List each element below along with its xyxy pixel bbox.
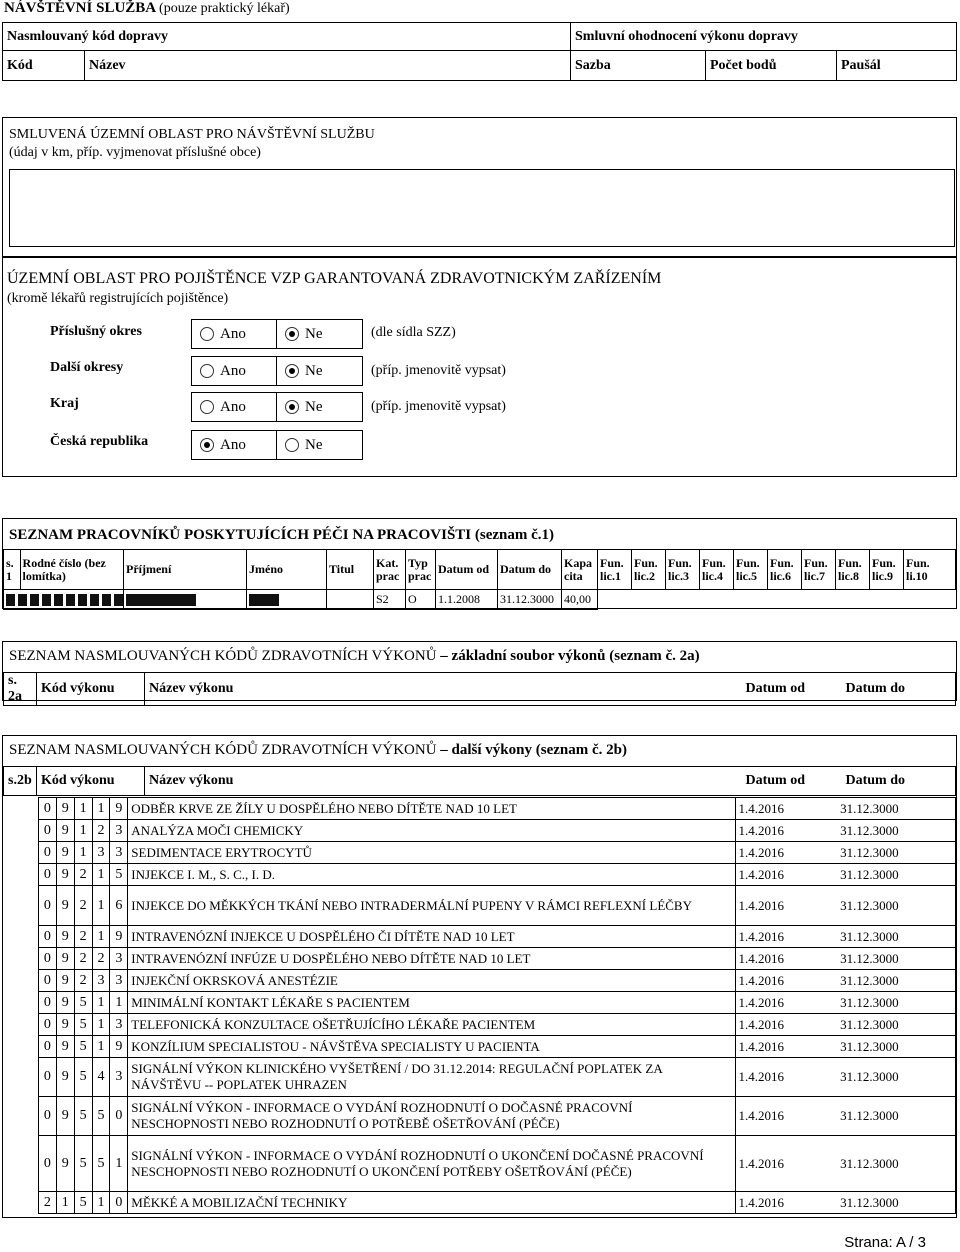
seznam-2b-title-main: SEZNAM NASMLOUVANÝCH KÓDŮ ZDRAVOTNÍCH VÝKONŮ — [9, 742, 437, 758]
title-text: NÁVŠTĚVNÍ SLUŽBA — [4, 0, 156, 16]
seznam-2b-rows — [38, 797, 956, 1214]
kod-digit: 2 — [74, 926, 92, 948]
col-kod-vykonu: Kód výkonu — [37, 673, 145, 706]
radio-option-ano[interactable] — [191, 319, 277, 349]
kod-digit: 1 — [92, 1192, 110, 1214]
seznam-2a-section — [2, 641, 957, 704]
vykon-nazev: SIGNÁLNÍ VÝKON - INFORMACE O VYDÁNÍ ROZHODNUTÍ O UKONČENÍ DOČASNÉ PRACOVNÍ NESCHOPNOSTI NEBO ROZHODNUTÍ O UKONČENÍ POTŘEBY OŠETŘOVÁNÍ (PÉČE) — [128, 1136, 735, 1192]
kod-digit: 1 — [92, 1036, 110, 1058]
radio-group-dalsi-okresy — [191, 356, 363, 386]
kod-digit: 9 — [56, 970, 74, 992]
kod-digit: 0 — [39, 1014, 57, 1036]
radio-option-ne[interactable] — [277, 430, 363, 460]
uzemni-oblast-subtitle: (kromě lékařů registrujících pojištěnce) — [7, 291, 229, 306]
col-fun-lic: Fun. lic.4 — [700, 550, 734, 590]
vykon-datum-od: 1.4.2016 — [735, 798, 837, 820]
col-kod: Kód — [3, 51, 85, 81]
vykon-datum-od: 1.4.2016 — [735, 992, 837, 1014]
kod-digit: 2 — [74, 886, 92, 926]
table-row — [4, 590, 956, 610]
redacted-rodne-cislo — [4, 590, 124, 610]
table-row — [39, 1036, 956, 1058]
radio-option-ano[interactable] — [191, 356, 277, 386]
kod-digit: 5 — [74, 1192, 92, 1214]
radio-unchecked-icon — [200, 364, 214, 378]
vykon-nazev: MINIMÁLNÍ KONTAKT LÉKAŘE S PACIENTEM — [128, 992, 735, 1014]
col-datum-do: Datum do — [842, 767, 956, 796]
smluvena-oblast-line2: (údaj v km, příp. vyjmenovat příslušné obce) — [9, 145, 261, 160]
radio-unchecked-icon — [200, 327, 214, 341]
vykon-datum-od: 1.4.2016 — [735, 1036, 837, 1058]
doprava-right-title: Smluvní ohodnocení výkonu dopravy — [571, 23, 957, 51]
kod-digit: 9 — [110, 798, 128, 820]
col-nazev-vykonu: Název výkonu — [145, 673, 742, 706]
row-note: (příp. jmenovitě vypsat) — [371, 399, 506, 414]
seznam-2a-title-main: SEZNAM NASMLOUVANÝCH KÓDŮ ZDRAVOTNÍCH VÝKONŮ — [9, 648, 437, 664]
kod-digit: 5 — [74, 1036, 92, 1058]
kod-digit: 9 — [56, 1014, 74, 1036]
col-fun-lic: Fun. lic.2 — [632, 550, 666, 590]
kod-digit: 9 — [56, 926, 74, 948]
row-label-prislusny-okres: Příslušný okres — [50, 324, 142, 339]
col-fun-lic: Fun. lic.8 — [836, 550, 870, 590]
col-kod-vykonu: Kód výkonu — [37, 767, 145, 796]
cell-od: 1.1.2008 — [436, 590, 498, 610]
kod-digit: 9 — [56, 948, 74, 970]
vykon-nazev: SEDIMENTACE ERYTROCYTŮ — [128, 842, 735, 864]
vykon-datum-do: 31.12.3000 — [837, 842, 955, 864]
kod-digit: 0 — [39, 970, 57, 992]
table-row — [39, 1097, 956, 1136]
page-number: Strana: A / 3 — [844, 1234, 926, 1251]
vykon-datum-od: 1.4.2016 — [735, 820, 837, 842]
cell-typ: O — [406, 590, 436, 610]
row-note: (příp. jmenovitě vypsat) — [371, 363, 506, 378]
table-row — [39, 948, 956, 970]
kod-digit: 9 — [56, 798, 74, 820]
col-fun-lic: Fun. lic.7 — [802, 550, 836, 590]
radio-unchecked-icon — [285, 438, 299, 452]
table-row — [39, 1192, 956, 1214]
kod-digit: 5 — [110, 864, 128, 886]
kod-digit: 1 — [74, 798, 92, 820]
vykon-datum-do: 31.12.3000 — [837, 1014, 955, 1036]
kod-digit: 1 — [110, 1136, 128, 1192]
kod-digit: 0 — [39, 1058, 57, 1097]
table-row — [39, 820, 956, 842]
kod-digit: 0 — [110, 1097, 128, 1136]
kod-digit: 9 — [56, 864, 74, 886]
vykon-nazev: MĚKKÉ A MOBILIZAČNÍ TECHNIKY — [128, 1192, 735, 1214]
col-datum-do: Datum do — [498, 550, 562, 590]
cell-empty — [598, 590, 956, 610]
vykon-datum-od: 1.4.2016 — [735, 926, 837, 948]
kod-digit: 3 — [92, 970, 110, 992]
kod-digit: 0 — [39, 798, 57, 820]
seznam-2a-title — [9, 648, 700, 665]
col-typ-prac: Typ prac — [406, 550, 436, 590]
vykon-datum-do: 31.12.3000 — [837, 1097, 955, 1136]
cell-kapacita: 40,00 — [562, 590, 598, 610]
kod-digit: 2 — [92, 948, 110, 970]
cell-titul — [327, 590, 374, 610]
kod-digit: 4 — [92, 1058, 110, 1097]
kod-digit: 3 — [110, 948, 128, 970]
table-row — [39, 864, 956, 886]
col-kat-prac: Kat. prac — [374, 550, 406, 590]
table-row — [39, 992, 956, 1014]
vykon-datum-od: 1.4.2016 — [735, 1097, 837, 1136]
kod-digit: 1 — [92, 926, 110, 948]
col-prijmeni: Příjmení — [124, 550, 247, 590]
title-subtitle: (pouze praktický lékař) — [159, 1, 290, 16]
kod-digit: 1 — [110, 992, 128, 1014]
radio-label: Ne — [305, 436, 323, 453]
col-fun-lic: Fun. lic.1 — [598, 550, 632, 590]
table-row — [39, 886, 956, 926]
seznam-2b-title — [9, 742, 627, 759]
col-titul: Titul — [327, 550, 374, 590]
col-kapacita: Kapa cita — [562, 550, 598, 590]
vykon-datum-do: 31.12.3000 — [837, 1136, 955, 1192]
kod-digit: 1 — [92, 1014, 110, 1036]
vykon-nazev: INJEKČNÍ OKRSKOVÁ ANESTÉZIE — [128, 970, 735, 992]
cell-kat: S2 — [374, 590, 406, 610]
pracovnici-title: SEZNAM PRACOVNÍKŮ POSKYTUJÍCÍCH PÉČI NA PRACOVIŠTI (seznam č.1) — [9, 527, 555, 543]
pracovnici-table — [3, 549, 956, 610]
kod-digit: 9 — [56, 1136, 74, 1192]
kod-digit: 0 — [39, 886, 57, 926]
vykon-datum-od: 1.4.2016 — [735, 1014, 837, 1036]
uzemni-oblast-section — [2, 257, 957, 477]
kod-digit: 5 — [74, 1014, 92, 1036]
kod-digit: 3 — [92, 842, 110, 864]
kod-digit: 5 — [92, 1097, 110, 1136]
col-fun-lic: Fun. lic.3 — [666, 550, 700, 590]
table-row — [39, 970, 956, 992]
kod-digit: 1 — [74, 842, 92, 864]
radio-option-ne[interactable] — [277, 319, 363, 349]
kod-digit: 9 — [56, 1036, 74, 1058]
radio-checked-icon — [200, 438, 214, 452]
vykon-datum-do: 31.12.3000 — [837, 820, 955, 842]
radio-label: Ano — [220, 398, 246, 415]
radio-unchecked-icon — [200, 400, 214, 414]
col-fun-lic: Fun. lic.5 — [734, 550, 768, 590]
seznam-2a-header — [3, 672, 956, 706]
col-nazev: Název — [85, 51, 571, 81]
vykon-datum-od: 1.4.2016 — [735, 970, 837, 992]
col-pausal: Paušál — [837, 51, 957, 81]
radio-label: Ne — [305, 325, 323, 342]
vykon-datum-od: 1.4.2016 — [735, 886, 837, 926]
vykon-nazev: INJEKCE DO MĚKKÝCH TKÁNÍ NEBO INTRADERMÁLNÍ PUPENY V RÁMCI REFLEXNÍ LÉČBY — [128, 886, 735, 926]
vykon-datum-do: 31.12.3000 — [837, 1058, 955, 1097]
kod-digit: 5 — [74, 1097, 92, 1136]
pracovnici-section — [2, 518, 957, 609]
table-row — [39, 1058, 956, 1097]
kod-digit: 0 — [39, 820, 57, 842]
kod-digit: 9 — [56, 842, 74, 864]
vykon-datum-od: 1.4.2016 — [735, 1136, 837, 1192]
radio-option-ano[interactable] — [191, 392, 277, 422]
kod-digit: 9 — [56, 820, 74, 842]
vykon-nazev: INJEKCE I. M., S. C., I. D. — [128, 864, 735, 886]
radio-label: Ano — [220, 325, 246, 342]
kod-digit: 2 — [39, 1192, 57, 1214]
kod-digit: 1 — [74, 820, 92, 842]
vykon-nazev: ODBĚR KRVE ZE ŽÍLY U DOSPĚLÉHO NEBO DÍTĚTE NAD 10 LET — [128, 798, 735, 820]
page-title — [4, 0, 290, 17]
vykon-datum-od: 1.4.2016 — [735, 1192, 837, 1214]
kod-digit: 2 — [74, 970, 92, 992]
kod-digit: 9 — [56, 886, 74, 926]
radio-label: Ne — [305, 398, 323, 415]
kod-digit: 3 — [110, 970, 128, 992]
kod-digit: 1 — [92, 886, 110, 926]
kod-digit: 9 — [110, 1036, 128, 1058]
vykon-datum-do: 31.12.3000 — [837, 970, 955, 992]
vykon-datum-od: 1.4.2016 — [735, 864, 837, 886]
kod-digit: 6 — [110, 886, 128, 926]
kod-digit: 0 — [39, 992, 57, 1014]
radio-checked-icon — [285, 400, 299, 414]
redacted-prijmeni — [124, 590, 247, 610]
table-row — [39, 1014, 956, 1036]
col-fun-lic: Fun. lic.9 — [870, 550, 904, 590]
vykon-datum-od: 1.4.2016 — [735, 1058, 837, 1097]
radio-group-ceska-republika — [191, 430, 363, 460]
table-row — [39, 1136, 956, 1192]
radio-option-ne[interactable] — [277, 392, 363, 422]
kod-digit: 2 — [92, 820, 110, 842]
smluvena-oblast-label — [9, 126, 375, 162]
kod-digit: 5 — [74, 992, 92, 1014]
kod-digit: 1 — [92, 992, 110, 1014]
kod-digit: 3 — [110, 1014, 128, 1036]
radio-option-ano[interactable] — [191, 430, 277, 460]
col-datum-do: Datum do — [842, 673, 956, 706]
radio-label: Ano — [220, 362, 246, 379]
vykon-nazev: ANALÝZA MOČI CHEMICKY — [128, 820, 735, 842]
vykon-datum-do: 31.12.3000 — [837, 926, 955, 948]
radio-option-ne[interactable] — [277, 356, 363, 386]
vykon-datum-do: 31.12.3000 — [837, 798, 955, 820]
col-fun-lic: Fun. lic.6 — [768, 550, 802, 590]
kod-digit: 0 — [39, 842, 57, 864]
kod-digit: 9 — [110, 926, 128, 948]
uzemni-oblast-title: ÚZEMNÍ OBLAST PRO POJIŠTĚNCE VZP GARANTOVANÁ ZDRAVOTNICKÝM ZAŘÍZENÍM — [7, 270, 662, 287]
vykon-datum-do: 31.12.3000 — [837, 1036, 955, 1058]
radio-checked-icon — [285, 364, 299, 378]
kod-digit: 3 — [110, 1058, 128, 1097]
kod-digit: 0 — [39, 864, 57, 886]
row-label-kraj: Kraj — [50, 396, 79, 411]
kod-digit: 0 — [110, 1192, 128, 1214]
kod-digit: 3 — [110, 842, 128, 864]
kod-digit: 1 — [92, 864, 110, 886]
col-datum-od: Datum od — [436, 550, 498, 590]
kod-digit: 9 — [56, 1058, 74, 1097]
kod-digit: 5 — [74, 1058, 92, 1097]
seznam-2b-header — [3, 766, 956, 796]
col-pocet-bodu: Počet bodů — [706, 51, 837, 81]
kod-digit: 0 — [39, 1036, 57, 1058]
kod-digit: 3 — [110, 820, 128, 842]
vykon-nazev: TELEFONICKÁ KONZULTACE OŠETŘUJÍCÍHO LÉKAŘE PACIENTEM — [128, 1014, 735, 1036]
doprava-table — [2, 22, 957, 81]
col-fun-lic: Fun. li.10 — [904, 550, 956, 590]
col-s2a: s. 2a — [4, 673, 37, 706]
kod-digit: 9 — [56, 992, 74, 1014]
kod-digit: 0 — [39, 948, 57, 970]
table-row — [39, 926, 956, 948]
col-nazev-vykonu: Název výkonu — [145, 767, 742, 796]
kod-digit: 5 — [92, 1136, 110, 1192]
kod-digit: 2 — [74, 948, 92, 970]
kod-digit: 0 — [39, 1136, 57, 1192]
col-rodne-cislo: Rodné číslo (bez lomítka) — [20, 550, 123, 590]
radio-checked-icon — [285, 327, 299, 341]
kod-digit: 5 — [74, 1136, 92, 1192]
row-label-dalsi-okresy: Další okresy — [50, 360, 124, 375]
col-sazba: Sazba — [571, 51, 706, 81]
redacted-jmeno — [247, 590, 327, 610]
row-label-ceska-republika: Česká republika — [50, 434, 149, 449]
vykon-datum-od: 1.4.2016 — [735, 948, 837, 970]
table-row — [39, 798, 956, 820]
radio-label: Ne — [305, 362, 323, 379]
table-row — [39, 842, 956, 864]
kod-digit: 1 — [92, 798, 110, 820]
kod-digit: 0 — [39, 926, 57, 948]
vykon-datum-do: 31.12.3000 — [837, 948, 955, 970]
vykon-nazev: SIGNÁLNÍ VÝKON KLINICKÉHO VYŠETŘENÍ / DO 31.12.2014: REGULAČNÍ POPLATEK ZA NÁVŠTĚVU -- POPLATEK UHRAZEN — [128, 1058, 735, 1097]
col-s2b: s.2b — [4, 767, 37, 796]
vykon-datum-do: 31.12.3000 — [837, 1192, 955, 1214]
vykon-datum-do: 31.12.3000 — [837, 992, 955, 1014]
vykon-nazev: SIGNÁLNÍ VÝKON - INFORMACE O VYDÁNÍ ROZHODNUTÍ O DOČASNÉ PRACOVNÍ NESCHOPNOSTI NEBO ROZHODNUTÍ O POTŘEBĚ OŠETŘOVÁNÍ (PÉČE) — [128, 1097, 735, 1136]
seznam-2b-section — [2, 735, 957, 1218]
radio-group-kraj — [191, 392, 363, 422]
kod-digit: 0 — [39, 1097, 57, 1136]
col-datum-od: Datum od — [742, 673, 842, 706]
vykon-datum-od: 1.4.2016 — [735, 842, 837, 864]
vykon-nazev: INTRAVENÓZNÍ INJEKCE U DOSPĚLÉHO ČI DÍTĚTE NAD 10 LET — [128, 926, 735, 948]
smluvena-oblast-section — [2, 117, 957, 257]
col-jmeno: Jméno — [247, 550, 327, 590]
row-note: (dle sídla SZZ) — [371, 325, 456, 340]
smluvena-oblast-field[interactable] — [9, 169, 955, 247]
radio-group-prislusny-okres — [191, 319, 363, 349]
vykon-datum-do: 31.12.3000 — [837, 864, 955, 886]
smluvena-oblast-line1: SMLUVENÁ ÚZEMNÍ OBLAST PRO NÁVŠTĚVNÍ SLUŽBU — [9, 127, 375, 142]
vykon-nazev: KONZÍLIUM SPECIALISTOU - NÁVŠTĚVA SPECIALISTY U PACIENTA — [128, 1036, 735, 1058]
seznam-2a-title-rest: – základní soubor výkonů (seznam č. 2a) — [436, 648, 700, 664]
kod-digit: 9 — [56, 1097, 74, 1136]
seznam-2b-title-rest: – další výkony (seznam č. 2b) — [436, 742, 627, 758]
radio-label: Ano — [220, 436, 246, 453]
kod-digit: 1 — [56, 1192, 74, 1214]
cell-do: 31.12.3000 — [498, 590, 562, 610]
vykon-nazev: INTRAVENÓZNÍ INFÚZE U DOSPĚLÉHO NEBO DÍTĚTE NAD 10 LET — [128, 948, 735, 970]
col-datum-od: Datum od — [742, 767, 842, 796]
col-s1: s. 1 — [4, 550, 21, 590]
doprava-left-title: Nasmlouvaný kód dopravy — [3, 23, 571, 51]
vykon-datum-do: 31.12.3000 — [837, 886, 955, 926]
kod-digit: 2 — [74, 864, 92, 886]
